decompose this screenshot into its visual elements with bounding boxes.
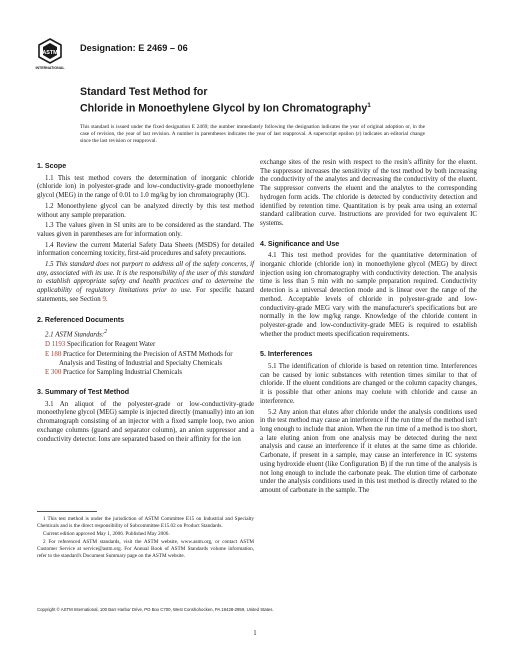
reference-e300 bbox=[37, 369, 254, 378]
paragraph-3-1: 3.1 An aliquot of the polyester-grade or low-conductivity-grade monoethylene glycol (MEG) sample is injected directly (manually) into an ion chromatograph consisting of an injector with a fixed sample loop, two anion exchange columns (guard and separator column), an anion suppressor and a conductivity detector. Ions are separated based on their affinity for the ion bbox=[37, 400, 254, 443]
paragraph-3-1-continued: exchange sites of the resin with respect to the resin's affinity for the eluent. The suppressor increases the sensitivity of the test method by both increasing the conductivity of the analytes and decreasing the conductivity of the eluent. The suppressor converts the eluent and the analytes to the corresponding hydrogen form acids. The chloride is detected by conductivity detection and identified by retention time. Quantitation is by peak area using an external standard calibration curve. Instructions are provided for two equivalent IC systems. bbox=[260, 159, 477, 227]
paragraph-5-2: 5.2 Any anion that elutes after chloride under the analysis conditions used in the test method may cause an interference if the run time of the method isn't long enough to include that anion. When the run time of a method is too short, a late eluting anion from one analysis may be detected during the next analysis and cause an interference if it elutes at the same time as chloride. Carbonate, if present in a sample, may cause an interference in IC systems using hydroxide eluent (like Configuration B) if the run time of the analysis is not long enough to include the carbonate peak. The elution time of carbonate under the analysis conditions used in this test method is directly related to the amount of carbonate in the sample. The bbox=[260, 408, 477, 494]
paragraph-1-5 bbox=[37, 261, 254, 305]
hazard-text: For specific hazard statements, see Section bbox=[37, 287, 254, 303]
title-line-1: Standard Test Method for bbox=[80, 86, 208, 98]
interferences-heading: 5. Interferences bbox=[260, 350, 313, 359]
page-number: 1 bbox=[253, 630, 257, 637]
footnotes bbox=[37, 516, 254, 560]
paragraph-1-2: 1.2 Monoethylene glycol can be analyzed directly by this test method without any sample preparation. bbox=[37, 202, 254, 219]
reference-code[interactable]: D 1193 bbox=[45, 341, 66, 349]
safety-statement: 1.5 This standard does not purport to address all of the safety concerns, if any, associated with its use. It is the responsibility of the user of this standard to establish appropriate safety and health practices and to determine the applicability of regulatory limitations prior to use. bbox=[37, 261, 254, 295]
paragraph-4-1: 4.1 This test method provides for the quantitative determination of inorganic chloride (chloride ion) in monoethylene glycol (MEG) by direct injection using ion chromatography with conductivity detection. The analysis time is less than 5 min with no sample preparation required. Conductivity detection is a universal detection mode and is linear over the range of the method. Acceptable levels of chloride in polyester-grade and low-conductivity-grade MEG vary with the manufacturer's specifications but are normally in the low mg/kg range. Knowledge of the chloride content in polyester-grade and low-conductivity-grade MEG is required to establish whether the product meets specification requirements. bbox=[260, 252, 477, 338]
scope-heading: 1. Scope bbox=[37, 162, 67, 170]
paragraph-1-3: 1.3 The values given in SI units are to be considered as the standard. The values given in parentheses are for information only. bbox=[37, 222, 254, 238]
section-9-link[interactable]: 9 bbox=[102, 295, 106, 303]
reference-title: Practice for Determining the Precision of ASTM Methods for Analysis and Testing of Industrial and Specialty Chemicals bbox=[59, 350, 233, 367]
astm-standards-text: 2.1 ASTM Standards: bbox=[45, 331, 105, 339]
reference-code[interactable]: E 300 bbox=[45, 369, 62, 377]
reference-code[interactable]: E 180 bbox=[45, 350, 62, 358]
footnote-rule bbox=[37, 511, 97, 512]
title-footnote-mark: 1 bbox=[367, 102, 371, 109]
right-column bbox=[260, 159, 477, 498]
footnote-2: 2 For referenced ASTM standards, visit the ASTM website, www.astm.org, or contact ASTM Customer Service at service@astm.org. For Annual Book of ASTM Standards volume information, refer to the standard's Document Summary page on the ASTM website. bbox=[37, 538, 254, 559]
reference-e180 bbox=[37, 351, 254, 368]
svg-text:ASTM: ASTM bbox=[42, 50, 58, 56]
logo-text: INTERNATIONAL bbox=[35, 66, 65, 70]
title-block bbox=[80, 86, 440, 116]
issued-note: This standard is issued under the fixed designation E 2469; the number immediately following the designation indicates the year of original adoption or, in the case of revision, the year of last revision. A number in parentheses indicates the year of last reapproval. A superscript epsilon (ε) indicates an editorial change since the last revision or reapproval. bbox=[80, 124, 425, 145]
footnote-mark-2: 2 bbox=[104, 329, 108, 336]
paragraph-5-1: 5.1 The identification of chloride is based on retention time. Interferences can be caused by ionic substances with retention times similar to that of chloride. If the eluent conditions are changed or the column capacity changes, it is possible that other anions may coelute with chloride and cause an interference. bbox=[260, 363, 477, 405]
astm-standards-label bbox=[37, 328, 254, 340]
copyright: Copyright © ASTM International, 100 Barr Harbor Drive, PO Box C700, West Conshohocken, PA 19428-2959, United States. bbox=[37, 607, 274, 612]
footnote-1: 1 This test method is under the jurisdiction of ASTM Committee E15 on Industrial and Specialty Chemicals and is the direct responsibility of Subcommittee E15.02 on Product Standards. bbox=[37, 516, 254, 529]
referenced-documents-heading: 2. Referenced Documents bbox=[37, 315, 125, 324]
period: . bbox=[105, 295, 108, 303]
reference-title: Practice for Sampling Industrial Chemicals bbox=[63, 369, 183, 377]
title-line-2 bbox=[80, 99, 440, 116]
paragraph-1-1: 1.1 This test method covers the determination of inorganic chloride (chloride ion) in polyester-grade and low-conductivity-grade monoethylene glycol (MEG) in the range of 0.01 to 1.0 mg/kg by ion chromatography (IC). bbox=[37, 174, 254, 200]
summary-heading: 3. Summary of Test Method bbox=[37, 388, 130, 397]
designation: Designation: E 2469 – 06 bbox=[80, 43, 188, 53]
reference-title: Specification for Reagent Water bbox=[66, 341, 156, 349]
significance-heading: 4. Significance and Use bbox=[260, 239, 340, 248]
footnote-1-edition: Current edition approved May 1, 2006. Published May 2006. bbox=[43, 530, 170, 537]
title-main: Chloride in Monoethylene Glycol by Ion Chromatography bbox=[80, 102, 368, 115]
paragraph-1-4: 1.4 Review the current Material Safety Data Sheets (MSDS) for detailed information concerning toxicity, first-aid procedures and safety precautions. bbox=[37, 241, 254, 258]
astm-logo bbox=[37, 38, 63, 72]
reference-d1193 bbox=[37, 341, 254, 350]
left-column bbox=[37, 159, 254, 446]
